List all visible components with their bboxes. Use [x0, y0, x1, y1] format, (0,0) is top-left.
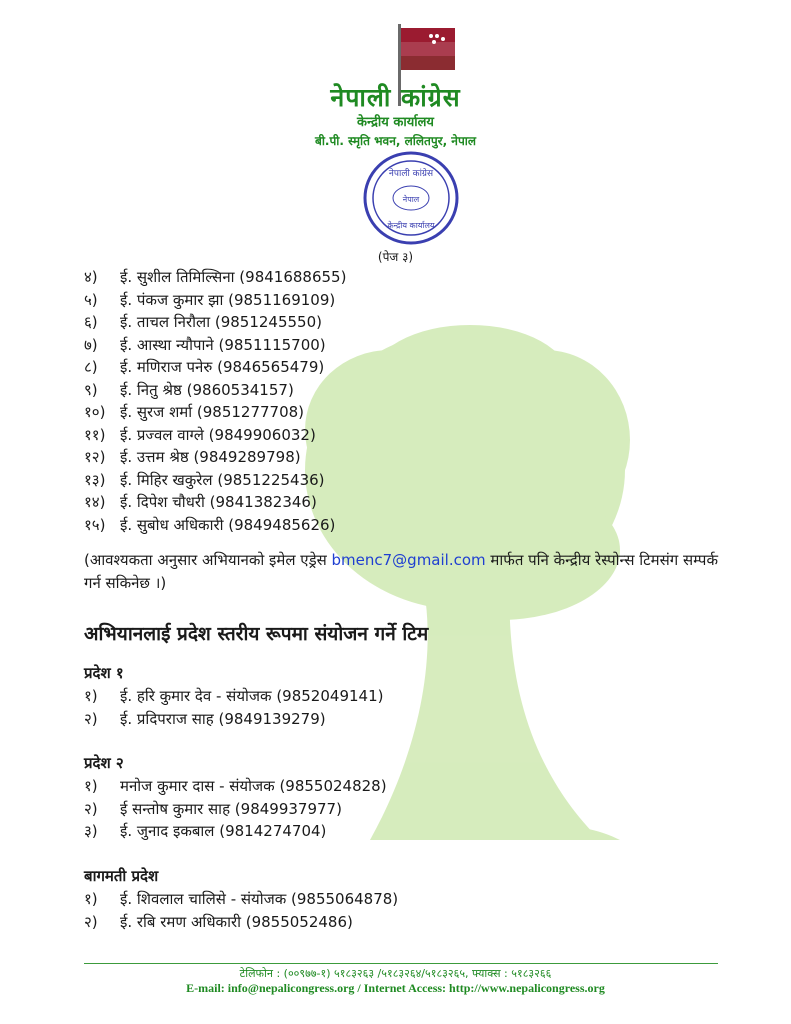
- svg-text:केन्द्रीय कार्यालय: केन्द्रीय कार्यालय: [387, 221, 435, 230]
- section-heading: अभियानलाई प्रदेश स्तरीय रूपमा संयोजन गर्ने टिम: [84, 623, 429, 645]
- page-number: (पेज ३): [377, 250, 414, 264]
- province-bagmati-list: [84, 888, 398, 933]
- campaign-email-link[interactable]: bmenc7@gmail.com: [331, 551, 486, 569]
- office-seal: [362, 150, 460, 246]
- list-item: १) ई. हरि कुमार देव - संयोजक (9852049141): [84, 687, 384, 705]
- province-1-title: प्रदेश १: [84, 664, 124, 682]
- svg-text:नेपाल: नेपाल: [402, 195, 420, 204]
- list-item: १२) ई. उत्तम श्रेष्ठ (9849289798): [84, 448, 301, 466]
- list-item: १) ई. शिवलाल चालिसे - संयोजक (9855064878): [84, 890, 399, 908]
- list-item: ११) ई. प्रज्वल वाग्ले (9849906032): [84, 425, 316, 444]
- footer-divider: [84, 963, 718, 964]
- list-item: ३) ई. जुनाद इकबाल (9814274704): [84, 822, 327, 840]
- list-item: ५) ई. पंकज कुमार झा (9851169109): [84, 290, 336, 309]
- office-name: केन्द्रीय कार्यालय: [357, 115, 434, 130]
- party-name: नेपाली कांग्रेस: [330, 83, 461, 112]
- province-bagmati-title: बागमती प्रदेश: [84, 867, 159, 885]
- list-item: ८) ई. मणिराज पनेरु (9846565479): [84, 358, 325, 376]
- list-item: ९) ई. नितु श्रेष्ठ (9860534157): [84, 380, 294, 399]
- list-item: १५) ई. सुबोध अधिकारी (9849485626): [84, 515, 336, 534]
- contact-note: (आवश्यकता अनुसार अभियानको इमेल एड्रेस bmenc7@gmail.com मार्फत पनि केन्द्रीय रेस्पोन्स टिमसंग सम्पर्क गर्न सकिनेछ ।): [84, 551, 718, 592]
- svg-text:नेपाली कांग्रेस: नेपाली कांग्रेस: [388, 169, 434, 179]
- list-item: १३) ई. मिहिर खकुरेल (9851225436): [84, 470, 325, 489]
- list-item: २) ई. रबि रमण अधिकारी (9855052486): [84, 912, 353, 931]
- list-item: ६) ई. ताचल निरौला (9851245550): [84, 313, 322, 331]
- province-1-list: [84, 685, 383, 730]
- list-item: ४) ई. सुशील तिमिल्सिना (9841688655): [84, 268, 347, 286]
- province-2-list: [84, 775, 387, 843]
- footer-web: E-mail: info@nepalicongress.org / Internet Access: http://www.nepalicongress.org: [186, 981, 605, 995]
- list-item: ७) ई. आस्था न्यौपाने (9851115700): [84, 335, 326, 354]
- list-item: १) मनोज कुमार दास - संयोजक (9855024828): [84, 777, 387, 795]
- list-item: १४) ई. दिपेश चौधरी (9841382346): [84, 493, 317, 511]
- list-item: १०) ई. सुरज शर्मा (9851277708): [84, 403, 305, 421]
- office-address: बी.पी. स्मृति भवन, ललितपुर, नेपाल: [314, 134, 477, 148]
- list-item: २) ई सन्तोष कुमार साह (9849937977): [84, 799, 342, 818]
- list-item: २) ई. प्रदिपराज साह (9849139279): [84, 709, 326, 728]
- province-2-title: प्रदेश २: [84, 754, 124, 772]
- member-list: [84, 266, 346, 536]
- footer-phone: टेलिफोन : (००९७७-१) ५१८३२६३ /५१८३२६४/५१८३२६५, फ्याक्स : ५१८३२६६: [239, 967, 552, 980]
